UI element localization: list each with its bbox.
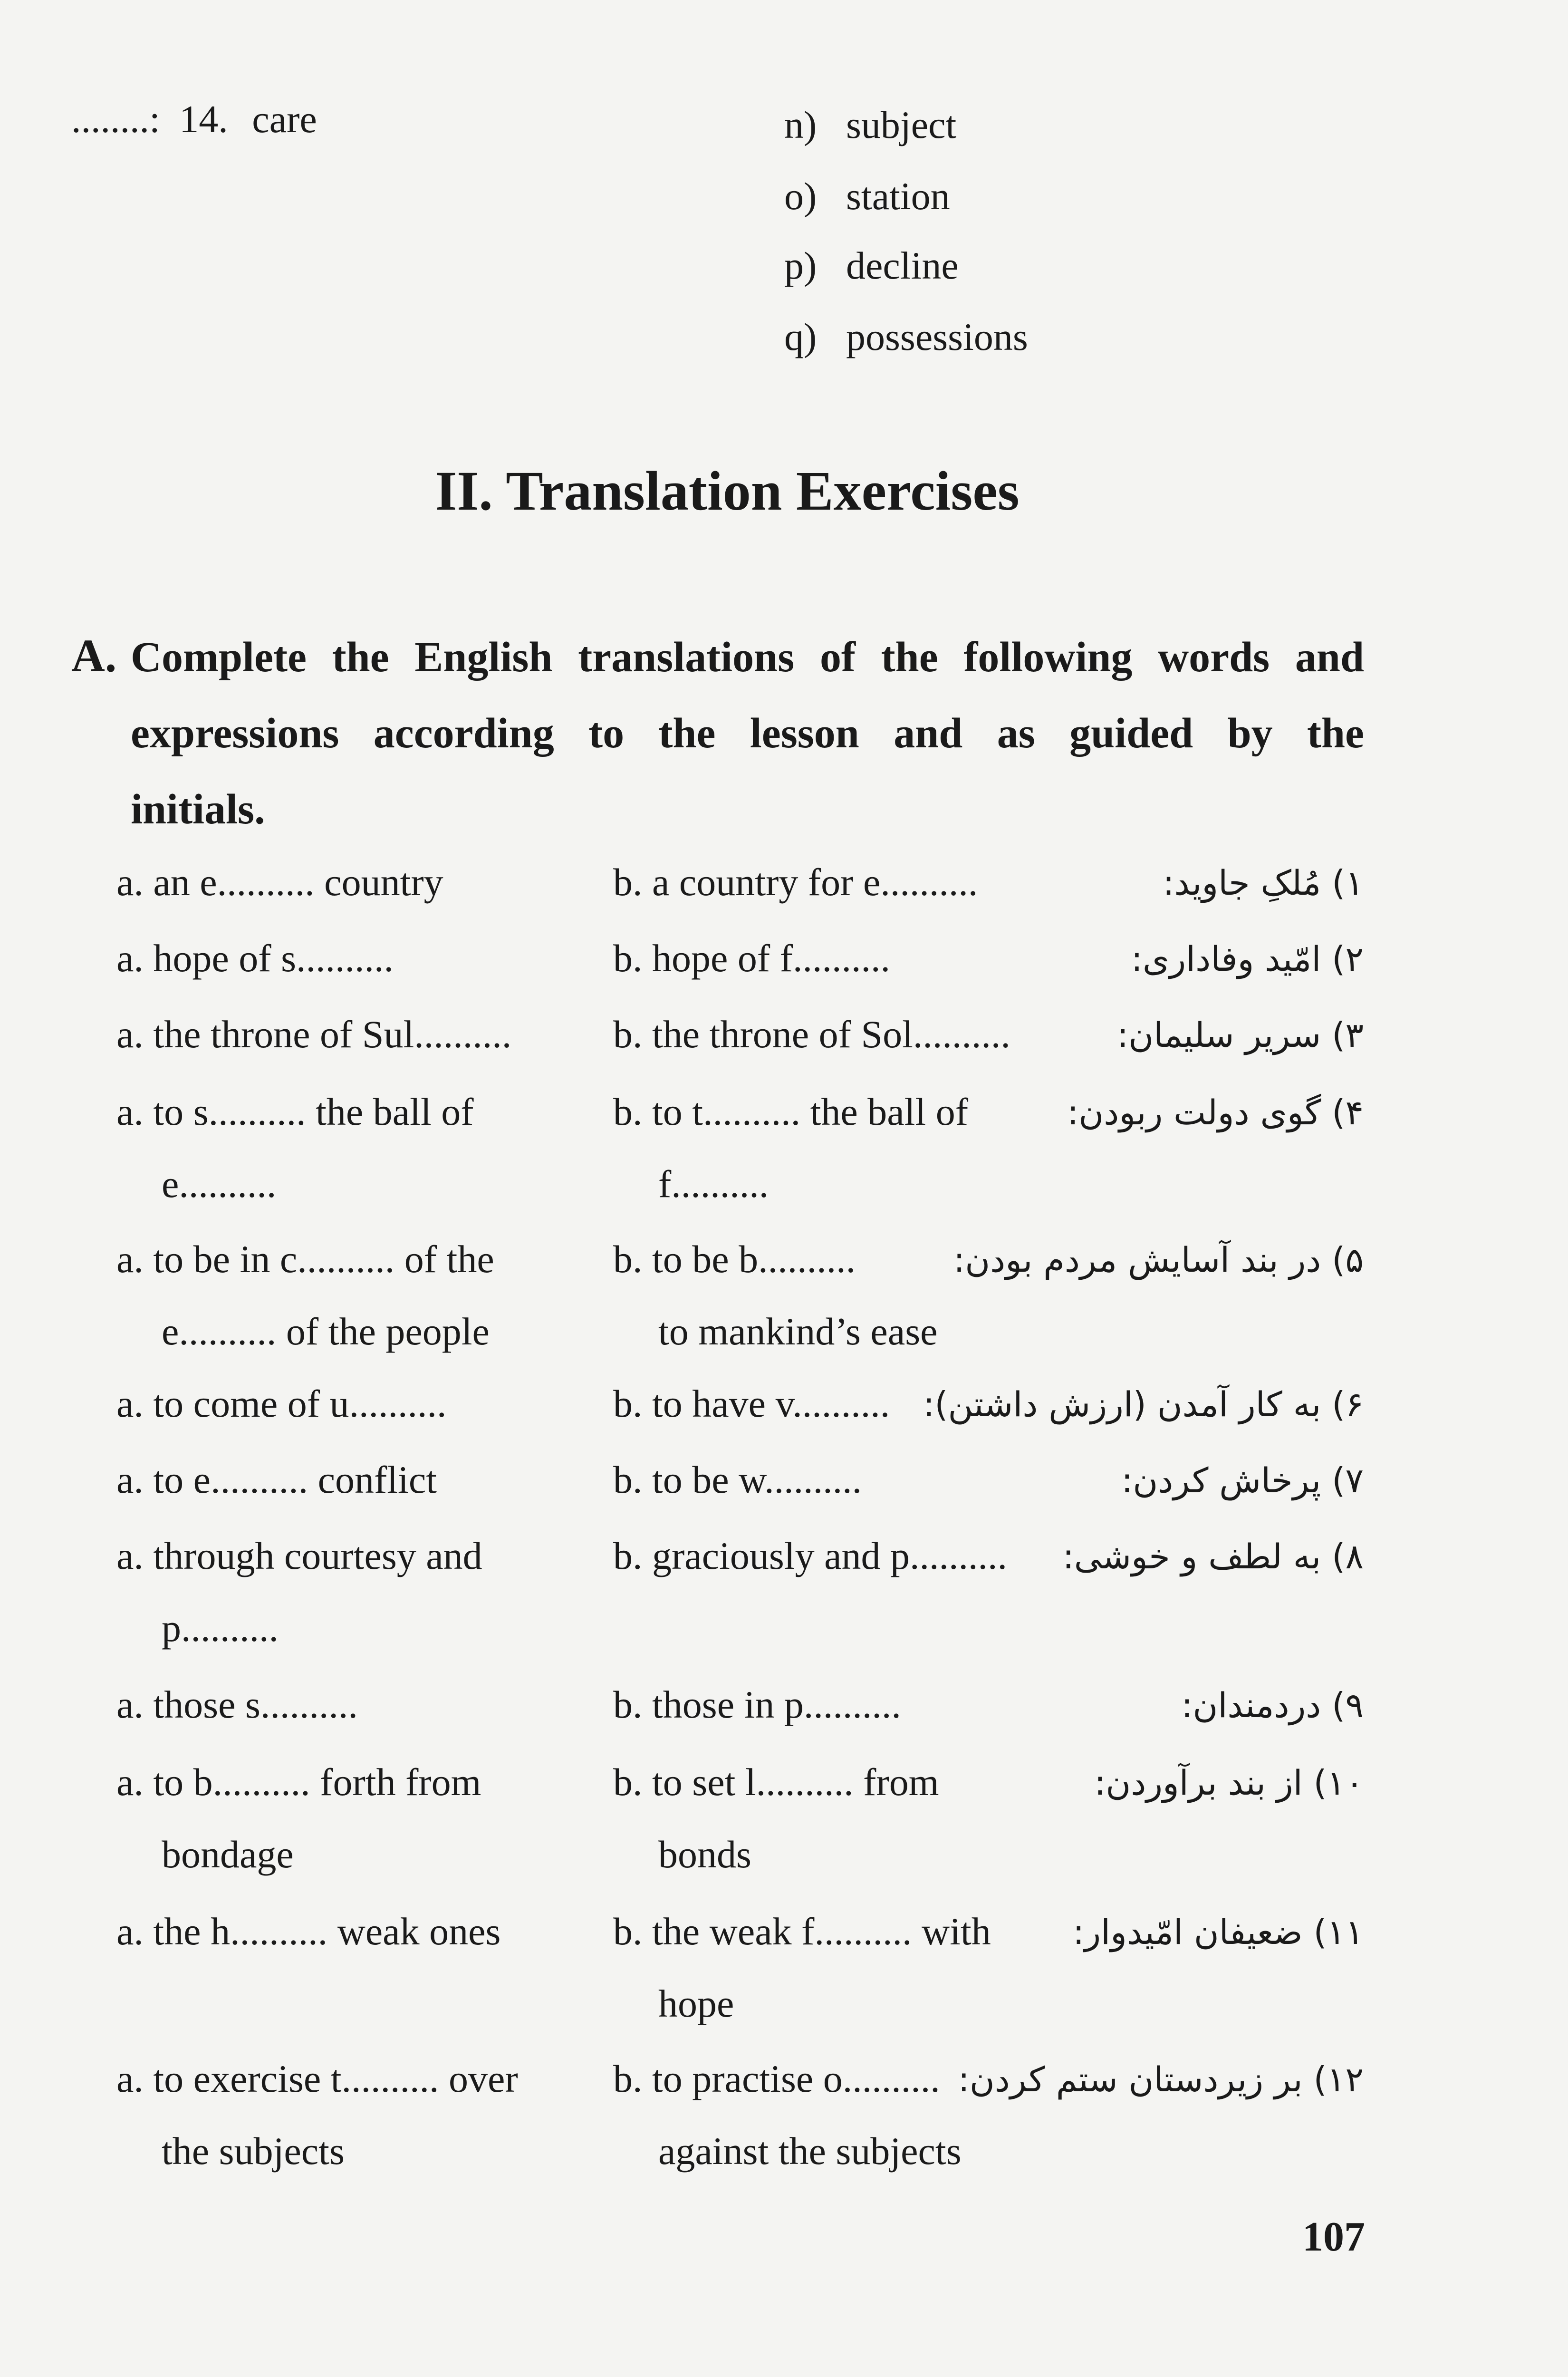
row-1-persian: ۱) مُلکِ جاوید:: [1163, 863, 1364, 903]
row-4-b: b. to t.......... the ball of f..........: [613, 1090, 969, 1206]
row-2-b: b. hope of f..........: [613, 937, 891, 980]
row-5-b: b. to be b.......... to mankind’s ease: [613, 1237, 938, 1353]
row-8-a: a. through courtesy and p..........: [116, 1534, 482, 1650]
option-q: q) possessions: [784, 315, 1028, 358]
row-12-b: b. to practise o.......... against the subjects: [613, 2057, 962, 2173]
row-11-a: a. the h.......... weak ones: [116, 1910, 501, 1953]
row-5-a: a. to be in c.......... of the e.......... of the people: [116, 1237, 494, 1353]
row-4-a: a. to s.......... the ball of e..........: [116, 1090, 474, 1206]
matching-item-14: [71, 97, 317, 141]
row-12-a: a. to exercise t.......... over the subjects: [116, 2057, 518, 2173]
row-7-b: b. to be w..........: [613, 1458, 862, 1501]
row-6-b: b. to have v..........: [613, 1382, 890, 1425]
row-9-b: b. those in p..........: [613, 1683, 901, 1726]
instruction-line-3: initials.: [131, 786, 265, 833]
option-n: n) subject: [784, 103, 957, 146]
row-9-a: a. those s..........: [116, 1683, 358, 1726]
item-number: 14.: [179, 97, 228, 141]
instruction-line-2: expressions according to the lesson and as guided by the: [131, 710, 1364, 757]
row-7-a: a. to e.......... conflict: [116, 1458, 437, 1501]
row-2-a: a. hope of s..........: [116, 937, 394, 980]
row-8-b: b. graciously and p..........: [613, 1534, 1007, 1577]
row-11-persian: ۱۱) ضعیفان امّیدوار:: [1073, 1912, 1364, 1952]
option-o: o) station: [784, 174, 950, 218]
page-number: 107: [1302, 2214, 1365, 2260]
row-9-persian: ۹) دردمندان:: [1181, 1685, 1364, 1725]
row-10-b: b. to set l.......... from bonds: [613, 1760, 939, 1876]
row-8-persian: ۸) به لطف و خوشی:: [1062, 1536, 1364, 1576]
row-1-a: a. an e.......... country: [116, 860, 443, 904]
instruction-letter: A.: [71, 630, 117, 682]
row-6-persian: ۶) به کار آمدن (ارزش داشتن):: [923, 1384, 1364, 1424]
instruction-line-1: A. Complete the English translations of the following words and: [71, 618, 1364, 696]
row-6-a: a. to come of u..........: [116, 1382, 447, 1425]
row-3-persian: ۳) سریر سلیمان:: [1117, 1015, 1364, 1055]
row-1-b: b. a country for e..........: [613, 860, 978, 904]
row-11-b: b. the weak f.......... with hope: [613, 1910, 991, 2025]
row-12-persian: ۱۲) بر زیردستان ستم کردن:: [958, 2059, 1364, 2099]
row-10-a: a. to b.......... forth from bondage: [116, 1760, 481, 1876]
row-3-b: b. the throne of Sol..........: [613, 1013, 1010, 1056]
option-p: p) decline: [784, 244, 959, 287]
item-word: care: [252, 97, 317, 141]
row-10-persian: ۱۰) از بند برآوردن:: [1094, 1763, 1364, 1803]
row-5-persian: ۵) در بند آسایش مردم بودن:: [953, 1240, 1364, 1280]
instruction-paragraph: [71, 618, 1364, 848]
answer-blank: ........:: [71, 97, 160, 141]
row-3-a: a. the throne of Sul..........: [116, 1013, 512, 1056]
row-4-persian: ۴) گوی دولت ربودن:: [1067, 1092, 1364, 1132]
row-2-persian: ۲) امّید وفاداری:: [1131, 939, 1364, 979]
row-7-persian: ۷) پرخاش کردن:: [1121, 1460, 1364, 1500]
section-title: II. Translation Exercises: [435, 460, 1020, 522]
